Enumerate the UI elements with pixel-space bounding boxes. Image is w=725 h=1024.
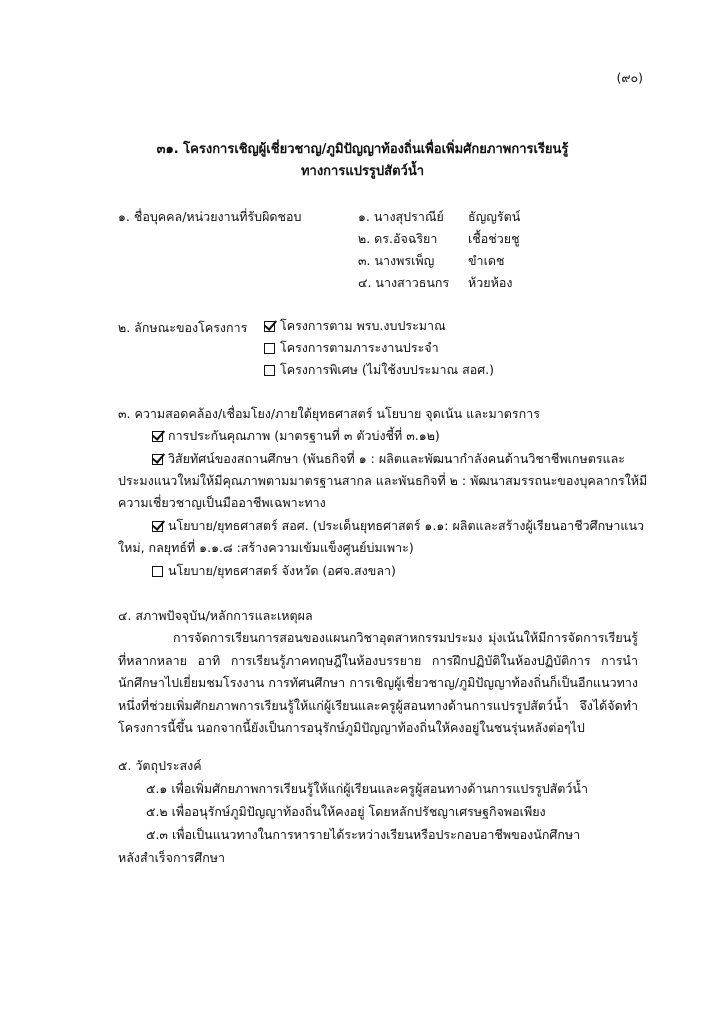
person-name: ๓. นางพรเพ็ญ <box>358 253 435 268</box>
page-number: (๙๐) <box>616 70 643 85</box>
project-type-option <box>264 338 439 358</box>
section4-label: ๔. สภาพปัจจุบัน/หลักการและเหตุผล <box>118 608 313 623</box>
person-name: ๑. นางสุปราณีย์ <box>358 209 444 224</box>
alignment-item <box>152 516 644 536</box>
objective-item-continued: หลังสำเร็จการศึกษา <box>118 850 226 865</box>
checked-checkbox-icon <box>152 431 163 442</box>
person-surname: ธัญญรัตน์ <box>468 209 521 224</box>
empty-checkbox-icon <box>152 566 163 577</box>
option-label: โครงการตามภาระงานประจำ <box>280 340 439 355</box>
project-type-option <box>264 360 494 380</box>
person-surname: เชื้อช่วยชู <box>468 231 520 246</box>
objective-item: ๕.๒ เพื่ออนุรักษ์ภูมิปัญญาท้องถิ่นให้คงอยู่ โดยหลักปรัชญาเศรษฐกิจพอเพียง <box>146 804 546 819</box>
empty-checkbox-icon <box>264 365 275 376</box>
section2-label: ๒. ลักษณะของโครงการ <box>118 320 248 335</box>
alignment-text-continued: ความเชี่ยวชาญเป็นมืออาชีพเฉพาะทาง <box>118 495 326 510</box>
alignment-item <box>152 426 440 446</box>
alignment-text: นโยบาย/ยุทธศาสตร์ สอศ. (ประเด็นยุทธศาสตร์ ๑.๑: ผลิตและสร้างผู้เรียนอาชีวศึกษาแนว <box>168 518 645 533</box>
alignment-text: การประกันคุณภาพ (มาตรฐานที่ ๓ ตัวบ่งชี้ที่ ๓.๑๒) <box>168 428 440 443</box>
person-name: ๒. ดร.อัจฉริยา <box>358 231 438 246</box>
project-type-option <box>264 316 446 336</box>
option-label: โครงการตาม พรบ.งบประมาณ <box>280 318 446 333</box>
alignment-text: วิสัยทัศน์ของสถานศึกษา (พันธกิจที่ ๑ : ผลิตและพัฒนากำลังคนด้านวิชาชีพเกษตรและ <box>168 451 625 466</box>
person-name: ๔. นางสาวธนกร <box>358 275 450 290</box>
objective-item: ๕.๓ เพื่อเป็นแนวทางในการหารายได้ระหว่างเรียนหรือประกอบอาชีพของนักศึกษา <box>146 827 581 842</box>
alignment-text-continued: ใหม่, กลยุทธ์ที่ ๑.๑.๘ :สร้างความเข้มแข็งศูนย์บ่มเพาะ) <box>118 540 414 555</box>
title-line-1: ๓๑. โครงการเชิญผู้เชี่ยวชาญ/ภูมิปัญญาท้องถิ่นเพื่อเพิ่มศักยภาพการเรียนรู้ <box>156 142 569 157</box>
option-label: โครงการพิเศษ (ไม่ใช้งบประมาณ สอศ.) <box>280 362 494 377</box>
checked-checkbox-icon <box>152 521 163 532</box>
alignment-text-continued: ประมงแนวใหม่ให้มีคุณภาพตามมาตรฐานสากล และพันธกิจที่ ๒ : พัฒนาสมรรถนะของบุคลากรให้มี <box>118 473 648 488</box>
title-line-2: ทางการแปรรูปสัตว์น้ำ <box>300 164 425 179</box>
objective-item: ๕.๑ เพื่อเพิ่มศักยภาพการเรียนรู้ให้แก่ผู้เรียนและครูผู้สอนทางด้านการแปรรูปสัตว์น้ำ <box>146 781 588 796</box>
person-surname: ห้วยห้อง <box>468 275 513 290</box>
section5-label: ๕. วัตถุประสงค์ <box>118 758 202 773</box>
checked-checkbox-icon <box>152 454 163 465</box>
empty-checkbox-icon <box>264 343 275 354</box>
rationale-paragraph: การจัดการเรียนการสอนของแผนกวิชาอุตสาหกรรมประมง มุ่งเน้นให้มีการจัดการเรียนรู้ที่หลากหลาย อาทิ การเรียนรู้ภาคทฤษฎีในห้องบรรยาย การฝึกปฏิบัติในห้องปฏิบัติการ การนำนักศึกษาไปเยี่ยมชมโรงงาน การทัศนศึกษา การเชิญผู้เชี่ยวชาญ/ภูมิปัญญาท้องถิ่นก็เป็นอีกแนวทางหนึ่งที่ช่วยเพิ่มศักยภาพการเรียนรู้ให้แก่ผู้เรียนและครูผู้สอนทางด้านการแปรรูปสัตว์น้ำ จึงได้จัดทำโครงการนี้ขึ้น นอกจากนี้ยังเป็นการอนุรักษ์ภูมิปัญญาท้องถิ่นให้คงอยู่ในชนรุ่นหลังต่อๆไป <box>118 630 638 735</box>
alignment-item <box>152 561 396 581</box>
section1-label: ๑. ชื่อบุคคล/หน่วยงานที่รับผิดชอบ <box>118 209 302 224</box>
section3-label: ๓. ความสอดคล้อง/เชื่อมโยง/ภายใต้ยุทธศาสตร์ นโยบาย จุดเน้น และมาตรการ <box>118 406 540 421</box>
person-surname: ขำเดช <box>468 253 505 268</box>
alignment-item <box>152 449 625 469</box>
checked-checkbox-icon <box>264 321 275 332</box>
alignment-text: นโยบาย/ยุทธศาสตร์ จังหวัด (อศจ.สงขลา) <box>168 563 396 578</box>
